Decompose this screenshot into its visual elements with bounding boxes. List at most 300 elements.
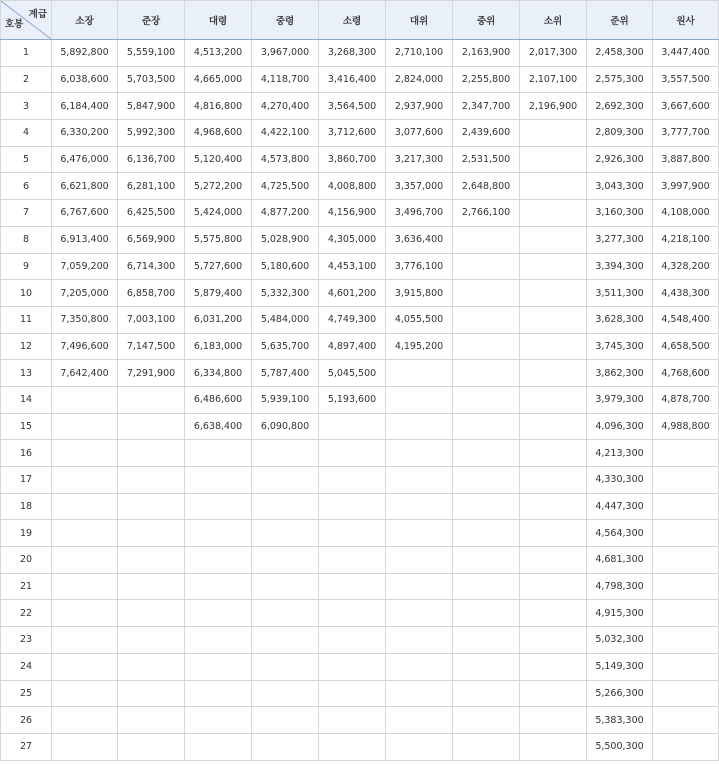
pay-cell: 5,703,500 (118, 66, 185, 93)
pay-cell: 6,476,000 (52, 146, 118, 173)
rank-header: 중령 (252, 1, 319, 40)
pay-cell: 3,043,300 (587, 173, 653, 200)
rank-header: 소령 (319, 1, 386, 40)
pay-cell (453, 440, 520, 467)
pay-cell: 3,862,300 (587, 360, 653, 387)
pay-cell (386, 573, 453, 600)
table-row (1, 280, 719, 307)
table-row (1, 93, 719, 120)
pay-cell (52, 627, 118, 654)
pay-cell: 5,383,300 (587, 707, 653, 734)
pay-cell (118, 467, 185, 494)
step-cell: 1 (1, 40, 52, 67)
step-cell: 2 (1, 66, 52, 93)
pay-cell: 4,725,500 (252, 173, 319, 200)
pay-cell: 5,500,300 (587, 733, 653, 760)
table-row (1, 173, 719, 200)
pay-cell: 5,727,600 (185, 253, 252, 280)
step-cell: 14 (1, 386, 52, 413)
pay-cell: 3,077,600 (386, 120, 453, 147)
rank-header: 준장 (118, 1, 185, 40)
pay-cell: 5,120,400 (185, 146, 252, 173)
pay-cell: 7,003,100 (118, 306, 185, 333)
pay-cell: 4,328,200 (653, 253, 719, 280)
pay-cell (386, 520, 453, 547)
pay-cell (653, 733, 719, 760)
step-cell: 26 (1, 707, 52, 734)
pay-cell: 3,564,500 (319, 93, 386, 120)
step-cell: 11 (1, 306, 52, 333)
pay-cell: 3,268,300 (319, 40, 386, 67)
pay-cell (653, 653, 719, 680)
pay-cell (653, 440, 719, 467)
pay-cell: 2,107,100 (520, 66, 587, 93)
step-cell: 3 (1, 93, 52, 120)
pay-cell: 3,447,400 (653, 40, 719, 67)
pay-cell: 4,195,200 (386, 333, 453, 360)
pay-cell: 5,879,400 (185, 280, 252, 307)
pay-cell (319, 680, 386, 707)
pay-cell: 2,255,800 (453, 66, 520, 93)
pay-cell: 3,860,700 (319, 146, 386, 173)
pay-cell: 5,847,900 (118, 93, 185, 120)
pay-cell (118, 573, 185, 600)
step-cell: 5 (1, 146, 52, 173)
pay-cell (52, 413, 118, 440)
pay-cell: 5,787,400 (252, 360, 319, 387)
pay-cell: 2,196,900 (520, 93, 587, 120)
pay-cell: 4,213,300 (587, 440, 653, 467)
table-row (1, 467, 719, 494)
pay-cell: 3,979,300 (587, 386, 653, 413)
pay-cell (520, 627, 587, 654)
step-cell: 15 (1, 413, 52, 440)
pay-cell (52, 600, 118, 627)
pay-cell: 7,642,400 (52, 360, 118, 387)
pay-cell: 4,305,000 (319, 226, 386, 253)
pay-cell: 5,575,800 (185, 226, 252, 253)
pay-cell (453, 467, 520, 494)
rank-header: 대령 (185, 1, 252, 40)
pay-cell: 3,628,300 (587, 306, 653, 333)
pay-cell: 6,184,400 (52, 93, 118, 120)
pay-cell (453, 360, 520, 387)
table-row (1, 306, 719, 333)
step-cell: 18 (1, 493, 52, 520)
pay-cell: 5,332,300 (252, 280, 319, 307)
pay-cell (453, 680, 520, 707)
table-row (1, 627, 719, 654)
pay-cell (252, 440, 319, 467)
pay-cell: 6,136,700 (118, 146, 185, 173)
rank-header: 준위 (587, 1, 653, 40)
pay-cell (386, 360, 453, 387)
pay-cell (252, 547, 319, 574)
step-cell: 20 (1, 547, 52, 574)
pay-cell: 5,045,500 (319, 360, 386, 387)
step-cell: 23 (1, 627, 52, 654)
pay-cell: 6,913,400 (52, 226, 118, 253)
pay-cell: 4,897,400 (319, 333, 386, 360)
pay-cell: 4,658,500 (653, 333, 719, 360)
pay-cell: 3,557,500 (653, 66, 719, 93)
pay-cell (653, 520, 719, 547)
pay-cell (185, 627, 252, 654)
pay-cell (453, 493, 520, 520)
step-cell: 9 (1, 253, 52, 280)
pay-cell: 2,458,300 (587, 40, 653, 67)
pay-cell: 3,967,000 (252, 40, 319, 67)
pay-cell (520, 600, 587, 627)
pay-cell: 4,915,300 (587, 600, 653, 627)
pay-cell (653, 547, 719, 574)
pay-cell: 2,937,900 (386, 93, 453, 120)
pay-cell (653, 573, 719, 600)
pay-cell: 3,511,300 (587, 280, 653, 307)
pay-cell (520, 653, 587, 680)
pay-cell: 2,809,300 (587, 120, 653, 147)
pay-cell: 4,665,000 (185, 66, 252, 93)
pay-cell: 3,394,300 (587, 253, 653, 280)
pay-cell: 5,193,600 (319, 386, 386, 413)
pay-cell (118, 413, 185, 440)
pay-cell: 3,217,300 (386, 146, 453, 173)
pay-cell: 3,887,800 (653, 146, 719, 173)
pay-cell (52, 573, 118, 600)
pay-cell: 4,118,700 (252, 66, 319, 93)
pay-cell: 5,424,000 (185, 200, 252, 227)
pay-cell: 3,357,000 (386, 173, 453, 200)
pay-cell (118, 547, 185, 574)
table-row (1, 386, 719, 413)
step-cell: 21 (1, 573, 52, 600)
pay-cell (453, 280, 520, 307)
pay-cell: 4,968,600 (185, 120, 252, 147)
pay-cell (185, 600, 252, 627)
pay-cell: 6,031,200 (185, 306, 252, 333)
pay-cell: 6,858,700 (118, 280, 185, 307)
pay-cell: 2,347,700 (453, 93, 520, 120)
step-cell: 25 (1, 680, 52, 707)
pay-cell: 3,636,400 (386, 226, 453, 253)
pay-cell: 3,915,800 (386, 280, 453, 307)
pay-cell (520, 253, 587, 280)
pay-cell (185, 653, 252, 680)
pay-cell: 6,090,800 (252, 413, 319, 440)
pay-cell (319, 520, 386, 547)
pay-cell: 5,939,100 (252, 386, 319, 413)
pay-cell (453, 253, 520, 280)
pay-cell: 4,330,300 (587, 467, 653, 494)
rank-header: 소장 (52, 1, 118, 40)
pay-cell (319, 413, 386, 440)
header-row (1, 1, 719, 40)
pay-cell (118, 493, 185, 520)
pay-cell (520, 467, 587, 494)
pay-cell (185, 440, 252, 467)
pay-cell: 4,008,800 (319, 173, 386, 200)
pay-cell (520, 680, 587, 707)
pay-cell (319, 440, 386, 467)
pay-cell (319, 707, 386, 734)
pay-cell: 2,575,300 (587, 66, 653, 93)
pay-cell (653, 627, 719, 654)
pay-cell: 7,205,000 (52, 280, 118, 307)
pay-cell (319, 600, 386, 627)
pay-cell: 7,496,600 (52, 333, 118, 360)
pay-cell (453, 306, 520, 333)
step-cell: 6 (1, 173, 52, 200)
corner-rank-label: 계급 (28, 9, 47, 20)
table-row (1, 253, 719, 280)
pay-cell: 5,992,300 (118, 120, 185, 147)
table-body (1, 40, 719, 761)
pay-cell (118, 680, 185, 707)
pay-cell: 6,714,300 (118, 253, 185, 280)
corner-step-label: 호봉 (5, 19, 24, 30)
rank-header: 중위 (453, 1, 520, 40)
pay-cell (118, 386, 185, 413)
pay-cell (319, 573, 386, 600)
pay-cell: 5,559,100 (118, 40, 185, 67)
step-cell: 24 (1, 653, 52, 680)
pay-cell (653, 707, 719, 734)
pay-cell (386, 680, 453, 707)
pay-cell: 3,997,900 (653, 173, 719, 200)
pay-cell: 6,334,800 (185, 360, 252, 387)
table-row (1, 146, 719, 173)
pay-cell: 6,621,800 (52, 173, 118, 200)
pay-cell (520, 440, 587, 467)
table-row (1, 493, 719, 520)
step-cell: 22 (1, 600, 52, 627)
pay-cell (520, 280, 587, 307)
pay-cell (185, 520, 252, 547)
pay-cell (252, 467, 319, 494)
pay-cell (386, 733, 453, 760)
rank-header: 소위 (520, 1, 587, 40)
pay-cell: 4,798,300 (587, 573, 653, 600)
table-row (1, 547, 719, 574)
pay-cell: 4,422,100 (252, 120, 319, 147)
pay-cell: 4,877,200 (252, 200, 319, 227)
pay-cell (252, 520, 319, 547)
step-cell: 17 (1, 467, 52, 494)
pay-cell (252, 573, 319, 600)
pay-cell: 6,281,100 (118, 173, 185, 200)
pay-cell: 2,926,300 (587, 146, 653, 173)
pay-cell (520, 306, 587, 333)
pay-cell: 2,710,100 (386, 40, 453, 67)
pay-cell: 5,266,300 (587, 680, 653, 707)
pay-cell: 5,149,300 (587, 653, 653, 680)
pay-cell: 4,156,900 (319, 200, 386, 227)
table-row (1, 600, 719, 627)
pay-cell (520, 733, 587, 760)
pay-cell: 4,878,700 (653, 386, 719, 413)
pay-cell: 5,032,300 (587, 627, 653, 654)
pay-cell (653, 680, 719, 707)
pay-cell: 6,330,200 (52, 120, 118, 147)
pay-cell: 4,096,300 (587, 413, 653, 440)
pay-cell (185, 680, 252, 707)
pay-cell: 3,416,400 (319, 66, 386, 93)
pay-cell (453, 707, 520, 734)
pay-cell (118, 733, 185, 760)
pay-cell: 4,749,300 (319, 306, 386, 333)
pay-cell: 4,218,100 (653, 226, 719, 253)
pay-cell (453, 600, 520, 627)
pay-cell: 6,486,600 (185, 386, 252, 413)
pay-cell (386, 707, 453, 734)
pay-cell: 5,484,000 (252, 306, 319, 333)
pay-cell: 7,147,500 (118, 333, 185, 360)
pay-cell: 4,564,300 (587, 520, 653, 547)
pay-cell (520, 547, 587, 574)
pay-cell (185, 733, 252, 760)
pay-cell (52, 707, 118, 734)
table-row (1, 707, 719, 734)
step-cell: 4 (1, 120, 52, 147)
step-cell: 19 (1, 520, 52, 547)
pay-cell (386, 547, 453, 574)
pay-cell (252, 600, 319, 627)
table-row (1, 200, 719, 227)
step-cell: 16 (1, 440, 52, 467)
pay-cell (185, 467, 252, 494)
pay-cell (52, 440, 118, 467)
pay-cell: 4,573,800 (252, 146, 319, 173)
pay-cell (520, 386, 587, 413)
pay-cell: 3,496,700 (386, 200, 453, 227)
pay-cell (520, 333, 587, 360)
pay-cell (52, 467, 118, 494)
table-row (1, 226, 719, 253)
pay-cell: 5,272,200 (185, 173, 252, 200)
step-cell: 10 (1, 280, 52, 307)
pay-cell: 3,745,300 (587, 333, 653, 360)
pay-cell (386, 493, 453, 520)
pay-cell (118, 440, 185, 467)
pay-cell (118, 627, 185, 654)
pay-cell: 6,767,600 (52, 200, 118, 227)
pay-cell (453, 573, 520, 600)
table-row (1, 440, 719, 467)
pay-cell: 3,667,600 (653, 93, 719, 120)
table-row (1, 333, 719, 360)
pay-cell (252, 707, 319, 734)
pay-cell: 6,038,600 (52, 66, 118, 93)
pay-cell (319, 733, 386, 760)
pay-cell (386, 467, 453, 494)
pay-cell (386, 627, 453, 654)
table-row (1, 413, 719, 440)
pay-cell (319, 627, 386, 654)
pay-cell (319, 653, 386, 680)
pay-cell (453, 733, 520, 760)
table-row (1, 66, 719, 93)
pay-cell (185, 547, 252, 574)
pay-cell: 5,028,900 (252, 226, 319, 253)
pay-cell (52, 493, 118, 520)
pay-cell (319, 547, 386, 574)
pay-cell (252, 680, 319, 707)
table-row (1, 520, 719, 547)
pay-cell: 3,277,300 (587, 226, 653, 253)
table-row (1, 360, 719, 387)
pay-cell: 2,692,300 (587, 93, 653, 120)
pay-cell (386, 653, 453, 680)
pay-cell: 2,824,000 (386, 66, 453, 93)
pay-cell: 2,531,500 (453, 146, 520, 173)
pay-cell: 2,017,300 (520, 40, 587, 67)
pay-cell: 7,350,800 (52, 306, 118, 333)
table-row (1, 573, 719, 600)
pay-cell (252, 493, 319, 520)
pay-cell (520, 173, 587, 200)
pay-cell: 7,059,200 (52, 253, 118, 280)
corner-header (1, 1, 52, 40)
pay-cell: 4,438,300 (653, 280, 719, 307)
pay-cell: 4,601,200 (319, 280, 386, 307)
pay-cell (52, 547, 118, 574)
pay-cell (453, 653, 520, 680)
pay-cell: 4,768,600 (653, 360, 719, 387)
pay-cell: 4,816,800 (185, 93, 252, 120)
pay-cell: 6,569,900 (118, 226, 185, 253)
pay-cell (118, 600, 185, 627)
table-row (1, 680, 719, 707)
pay-cell (453, 627, 520, 654)
pay-cell (453, 413, 520, 440)
pay-cell: 3,776,100 (386, 253, 453, 280)
step-cell: 13 (1, 360, 52, 387)
pay-cell (520, 573, 587, 600)
rank-header: 원사 (653, 1, 719, 40)
pay-cell (520, 200, 587, 227)
pay-cell (520, 360, 587, 387)
pay-cell (319, 493, 386, 520)
pay-cell (52, 386, 118, 413)
pay-cell (52, 733, 118, 760)
pay-cell: 3,160,300 (587, 200, 653, 227)
pay-cell: 6,183,000 (185, 333, 252, 360)
pay-cell: 3,777,700 (653, 120, 719, 147)
pay-cell: 4,988,800 (653, 413, 719, 440)
pay-cell (653, 467, 719, 494)
pay-cell: 4,055,500 (386, 306, 453, 333)
pay-cell: 5,892,800 (52, 40, 118, 67)
pay-cell (52, 680, 118, 707)
pay-cell (453, 333, 520, 360)
pay-cell (520, 226, 587, 253)
pay-cell: 7,291,900 (118, 360, 185, 387)
pay-cell (52, 653, 118, 680)
pay-cell (653, 493, 719, 520)
rank-header: 대위 (386, 1, 453, 40)
pay-cell (520, 707, 587, 734)
pay-cell (453, 226, 520, 253)
pay-cell (118, 653, 185, 680)
pay-cell (118, 707, 185, 734)
pay-cell (520, 520, 587, 547)
pay-cell: 4,453,100 (319, 253, 386, 280)
pay-cell (453, 386, 520, 413)
pay-cell: 3,712,600 (319, 120, 386, 147)
pay-cell (118, 520, 185, 547)
step-cell: 7 (1, 200, 52, 227)
pay-cell: 2,439,600 (453, 120, 520, 147)
